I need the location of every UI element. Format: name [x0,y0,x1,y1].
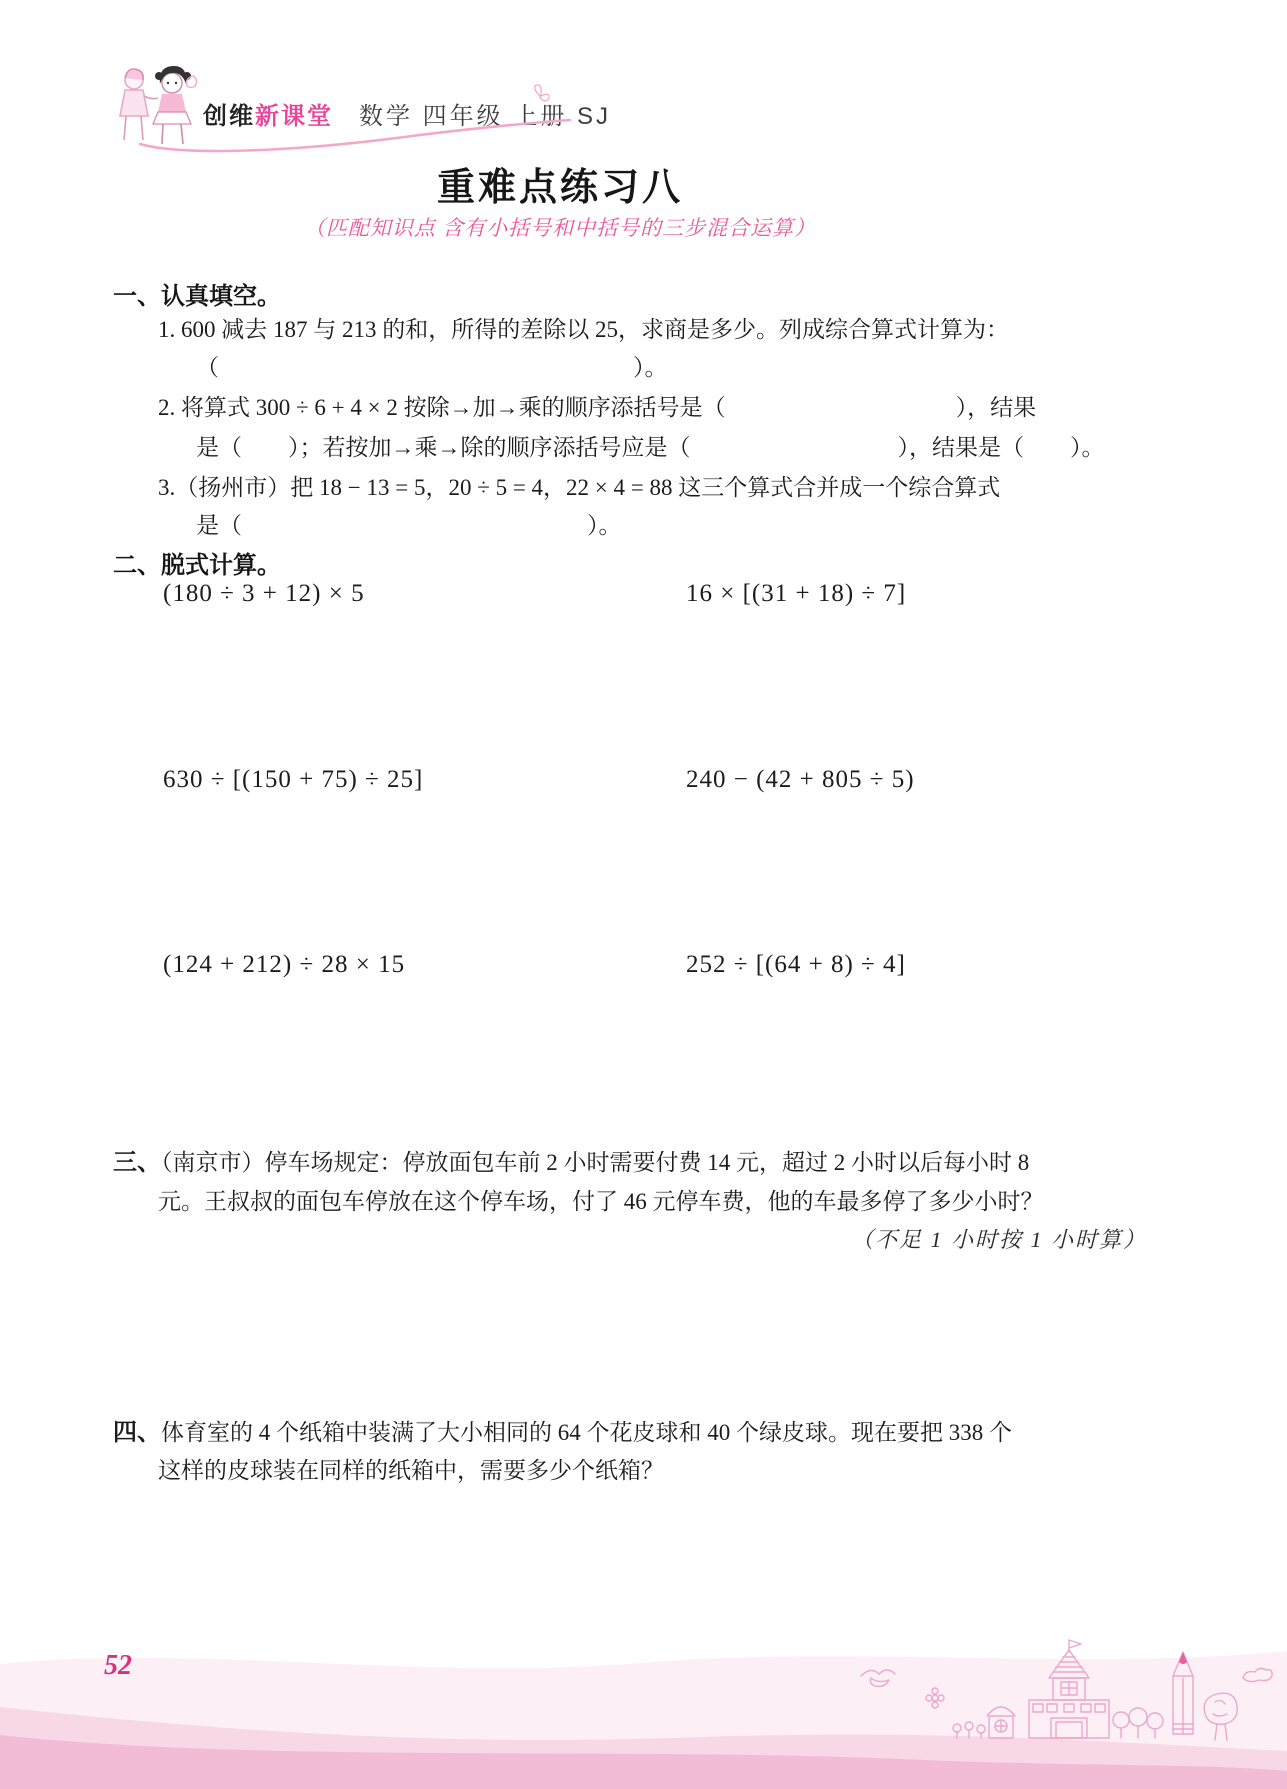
calc-expression-5: (124 + 212) ÷ 28 × 15 [163,951,406,978]
brand-name-accent: 新课堂 [255,103,333,130]
question-2-line-2: 是（ ）；若按加→乘→除的顺序添括号应是（ ），结果是（ ）。 [196,435,1105,460]
bush-icon [1204,1693,1237,1740]
page-title: 重难点练习八 [436,167,683,209]
footer-scene-illustration [845,1636,1275,1758]
calc-expression-3: 630 ÷ [(150 + 75) ÷ 25] [163,766,424,793]
page-number: 52 [104,1650,132,1681]
butterfly-icon [528,82,554,108]
calc-expression-2: 16 × [(31 + 18) ÷ 7] [686,580,907,607]
pencil-icon [1173,1652,1193,1734]
problem-three-line-2: 元。王叔叔的面包车停放在这个停车场，付了 46 元停车费，他的车最多停了多少小时？ [158,1189,1044,1214]
question-1-answer-blank: （ ）。 [196,355,668,380]
problem-four-text: 体育室的 4 个纸箱中装满了大小相同的 64 个花皮球和 40 个绿皮球。现在要把 338 个 [161,1420,1012,1445]
question-2-line-1: 2. 将算式 300 ÷ 6 + 4 × 2 按除→加→乘的顺序添括号是（ ），结果 [158,395,1037,420]
section-one-heading: 一、认真填空。 [113,283,281,310]
small-flowers-icon [953,1722,985,1738]
cloud-icon [1243,1668,1272,1681]
calc-expression-6: 252 ÷ [(64 + 8) ÷ 4] [686,951,906,978]
calc-expression-1: (180 ÷ 3 + 12) × 5 [163,580,365,607]
page-subtitle: （匹配知识点 含有小括号和中括号的三步混合运算） [303,216,817,240]
problem-four-line-2: 这样的皮球装在同样的纸箱中，需要多少个纸箱？ [158,1458,664,1483]
schoolhouse-icon [1029,1640,1109,1738]
tree-icon [1113,1708,1163,1738]
flower-icon [926,1688,944,1708]
problem-three-note: （不足 1 小时按 1 小时算） [850,1227,1147,1252]
question-3-answer-blank: 是（ ）。 [196,513,622,538]
petal-icon [183,72,203,92]
problem-three-number: 三、 [113,1149,161,1176]
problem-four-number: 四、 [113,1419,161,1446]
header-swoosh-line [112,110,582,158]
question-3-line-1: 3.（扬州市）把 18 − 13 = 5，20 ÷ 5 = 4，22 × 4 = 88 这三个算式合并成一个综合算式 [158,475,1001,500]
question-1-line-1: 1. 600 减去 187 与 213 的和，所得的差除以 25，求商是多少。列成综合算式计算为： [158,317,1009,342]
house-icon [987,1707,1015,1738]
calc-expression-4: 240 − (42 + 805 ÷ 5) [686,766,915,793]
edition-label: 数学 四年级 上册 SJ [359,103,612,130]
bird-icon [861,1670,895,1686]
brand-name-bold: 创维 [203,103,255,130]
section-two-heading: 二、脱式计算。 [113,552,281,579]
problem-three-line-1 [113,1142,1029,1177]
problem-three-text: （南京市）停车场规定：停放面包车前 2 小时需要付费 14 元，超过 2 小时以后每小时 8 [161,1150,1030,1175]
problem-four-line-1 [113,1412,1012,1447]
